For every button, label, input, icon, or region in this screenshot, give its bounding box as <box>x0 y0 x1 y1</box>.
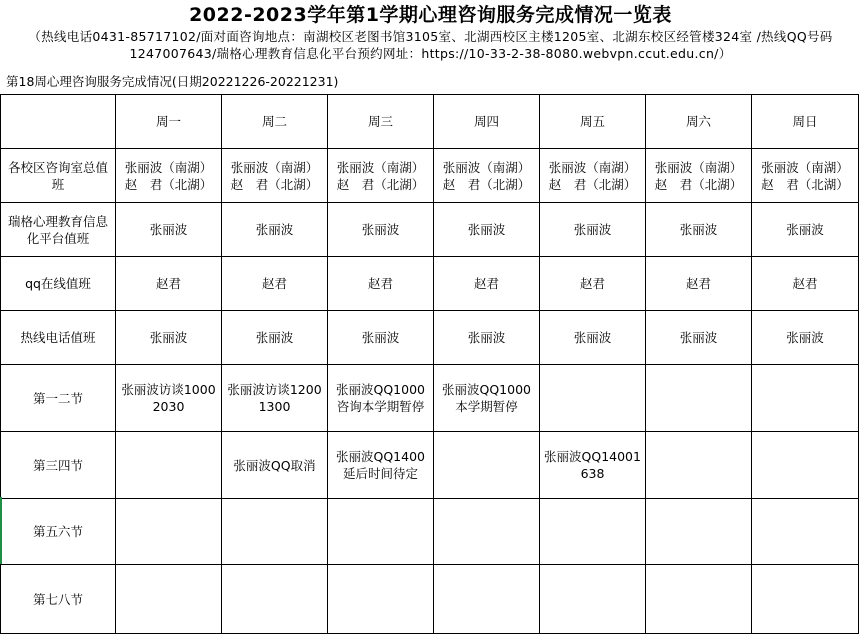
hotline-cell[interactable]: 张丽波 <box>646 311 752 365</box>
day-header-cell[interactable]: 周六 <box>646 95 752 149</box>
qq-row <box>1 257 859 311</box>
session-cell[interactable] <box>752 499 859 565</box>
ruige-cell[interactable]: 张丽波 <box>116 203 222 257</box>
session-row-1-2 <box>1 365 859 432</box>
row-label-session-1-2[interactable]: 第一二节 <box>1 365 116 432</box>
session-cell[interactable] <box>646 365 752 432</box>
row-label-hotline[interactable]: 热线电话值班 <box>1 311 116 365</box>
corner-cell[interactable] <box>1 95 116 149</box>
row-label-duty[interactable]: 各校区咨询室总值班 <box>1 149 116 203</box>
day-header-cell[interactable]: 周三 <box>328 95 434 149</box>
contact-info <box>0 28 861 62</box>
duty-line-beihu: 赵 君（北湖） <box>442 176 531 192</box>
session-cell[interactable] <box>646 565 752 634</box>
session-cell[interactable] <box>540 499 646 565</box>
duty-cell[interactable] <box>752 149 859 203</box>
session-cell[interactable] <box>116 432 222 499</box>
duty-line-beihu: 赵 君（北湖） <box>654 176 743 192</box>
qq-cell[interactable]: 赵君 <box>646 257 752 311</box>
duty-line-beihu: 赵 君（北湖） <box>230 176 319 192</box>
ruige-cell[interactable]: 张丽波 <box>752 203 859 257</box>
duty-line-nanhu: 张丽波（南湖） <box>654 159 743 175</box>
ruige-cell[interactable]: 张丽波 <box>540 203 646 257</box>
duty-line-nanhu: 张丽波（南湖） <box>336 159 425 175</box>
row-label-session-3-4[interactable]: 第三四节 <box>1 432 116 499</box>
contact-info-line1: （热线电话0431-85717102/面对面咨询地点：南湖校区老图书馆3105室、北湖西校区主楼1205室、北湖东校区经管楼324室 /热线QQ号码 <box>28 29 833 44</box>
session-cell[interactable] <box>222 565 328 634</box>
duty-line-beihu: 赵 君（北湖） <box>336 176 425 192</box>
session-cell[interactable] <box>116 565 222 634</box>
duty-cell[interactable] <box>328 149 434 203</box>
ruige-cell[interactable]: 张丽波 <box>222 203 328 257</box>
hotline-cell[interactable]: 张丽波 <box>222 311 328 365</box>
row-label-qq[interactable]: qq在线值班 <box>1 257 116 311</box>
duty-line-nanhu: 张丽波（南湖） <box>761 159 849 175</box>
duty-cell[interactable] <box>540 149 646 203</box>
duty-line-beihu: 赵 君（北湖） <box>124 176 213 192</box>
day-header-cell[interactable]: 周二 <box>222 95 328 149</box>
hotline-cell[interactable]: 张丽波 <box>434 311 540 365</box>
session-row-3-4 <box>1 432 859 499</box>
day-header-cell[interactable]: 周四 <box>434 95 540 149</box>
session-cell[interactable] <box>752 432 859 499</box>
session-cell[interactable] <box>752 565 859 634</box>
duty-line-beihu: 赵 君（北湖） <box>761 176 849 192</box>
duty-cell[interactable] <box>646 149 752 203</box>
qq-cell[interactable]: 赵君 <box>116 257 222 311</box>
session-cell[interactable] <box>116 499 222 565</box>
row-label-session-5-6[interactable]: 第五六节 <box>1 499 116 565</box>
qq-cell[interactable]: 赵君 <box>328 257 434 311</box>
session-cell[interactable] <box>434 565 540 634</box>
session-cell[interactable] <box>540 365 646 432</box>
ruige-cell[interactable]: 张丽波 <box>434 203 540 257</box>
row-label-ruige[interactable]: 瑞格心理教育信息化平台值班 <box>1 203 116 257</box>
session-cell[interactable]: 张丽波QQ14001638 <box>540 432 646 499</box>
duty-line-beihu: 赵 君（北湖） <box>548 176 637 192</box>
row-selection-marker <box>0 497 2 564</box>
duty-line-nanhu: 张丽波（南湖） <box>442 159 531 175</box>
ruige-cell[interactable]: 张丽波 <box>328 203 434 257</box>
session-cell[interactable] <box>646 432 752 499</box>
duty-cell[interactable] <box>222 149 328 203</box>
session-row-7-8 <box>1 565 859 634</box>
session-cell[interactable] <box>540 565 646 634</box>
schedule-table <box>0 94 859 634</box>
session-cell[interactable] <box>752 365 859 432</box>
hotline-cell[interactable]: 张丽波 <box>328 311 434 365</box>
qq-cell[interactable]: 赵君 <box>222 257 328 311</box>
day-header-cell[interactable]: 周日 <box>752 95 859 149</box>
session-cell[interactable] <box>434 499 540 565</box>
duty-line-nanhu: 张丽波（南湖） <box>230 159 319 175</box>
ruige-row <box>1 203 859 257</box>
qq-cell[interactable]: 赵君 <box>540 257 646 311</box>
session-row-5-6 <box>1 499 859 565</box>
qq-cell[interactable]: 赵君 <box>434 257 540 311</box>
row-label-session-7-8[interactable]: 第七八节 <box>1 565 116 634</box>
session-cell[interactable]: 张丽波QQ1000咨询本学期暂停 <box>328 365 434 432</box>
day-header-cell[interactable]: 周五 <box>540 95 646 149</box>
session-cell[interactable]: 张丽波访谈12001300 <box>222 365 328 432</box>
session-cell[interactable]: 张丽波QQ1000本学期暂停 <box>434 365 540 432</box>
day-header-cell[interactable]: 周一 <box>116 95 222 149</box>
hotline-cell[interactable]: 张丽波 <box>116 311 222 365</box>
session-cell[interactable] <box>646 499 752 565</box>
session-cell[interactable] <box>434 432 540 499</box>
duty-line-nanhu: 张丽波（南湖） <box>548 159 637 175</box>
contact-info-line2: 1247007643/瑞格心理教育信息化平台预约网址：https://10-33-2-38-8080.webvpn.ccut.edu.cn/） <box>129 46 732 61</box>
qq-cell[interactable]: 赵君 <box>752 257 859 311</box>
session-cell[interactable]: 张丽波QQ取消 <box>222 432 328 499</box>
hotline-cell[interactable]: 张丽波 <box>752 311 859 365</box>
duty-line-nanhu: 张丽波（南湖） <box>124 159 213 175</box>
duty-cell[interactable] <box>434 149 540 203</box>
hotline-row <box>1 311 859 365</box>
session-cell[interactable] <box>328 499 434 565</box>
week-notice: 第18周心理咨询服务完成情况(日期20221226-20221231) <box>6 74 339 89</box>
session-cell[interactable]: 张丽波QQ1400延后时间待定 <box>328 432 434 499</box>
page-title: 2022-2023学年第1学期心理咨询服务完成情况一览表 <box>189 4 672 26</box>
duty-row <box>1 149 859 203</box>
day-header-row <box>1 95 859 149</box>
duty-cell[interactable] <box>116 149 222 203</box>
hotline-cell[interactable]: 张丽波 <box>540 311 646 365</box>
session-cell[interactable] <box>222 499 328 565</box>
session-cell[interactable] <box>328 565 434 634</box>
session-cell[interactable]: 张丽波访谈10002030 <box>116 365 222 432</box>
ruige-cell[interactable]: 张丽波 <box>646 203 752 257</box>
